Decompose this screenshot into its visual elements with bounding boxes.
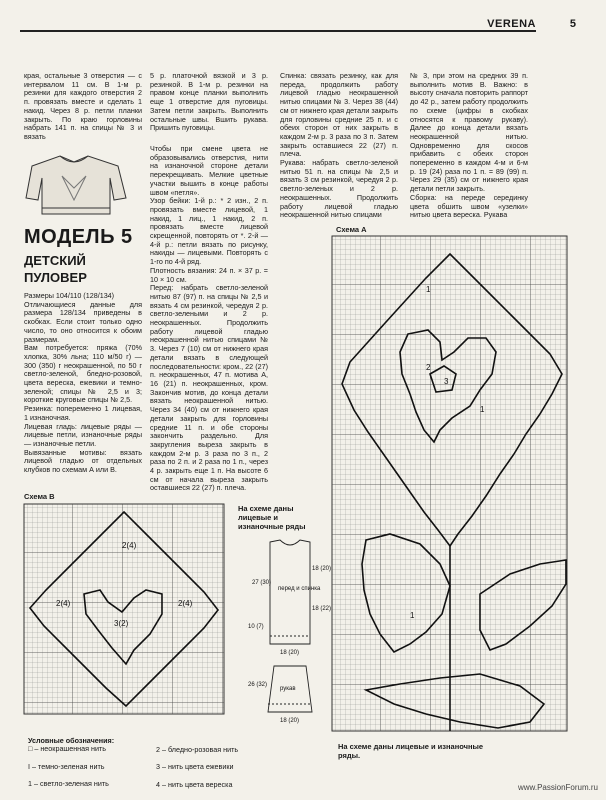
legend-item: 4 – нить цвета вереска (156, 779, 233, 789)
scheme-a-num: 3 (444, 377, 449, 386)
scheme-a-label: Схема А (336, 225, 367, 234)
scheme-a-num: 1 (426, 285, 431, 294)
page-number: 5 (569, 18, 576, 30)
scheme-b-caption: На схеме даны лицевые и изнаночные ряды (238, 504, 306, 531)
dim: 27 (30) (252, 580, 272, 586)
paragraph: Чтобы при смене цвета не образовывались отверстия, нити на изнаночной стороне детали перекрещивать. Мелкие цветные участки вышить в конце работы швом «петля». Узор бейки: 1-й р.: * 2 изн., 2 п. провязать вместе лицевой, 1 накид, 1 лиц., 1 накид, 2 п. провязать вместе лицевой скрещенной, повторять от *. 2-й — 4-й р.: петли вязать по рисунку, накиды — лицевыми. Повторять с 1-го по 4-й ряд. Плотность вязания: 24 п. × 37 р. = 10 × 10 см. Перед: набрать светло-зеленой нитью 87 (97) п. на спицы № 2,5 и вязать 4 см резинкой, чередуя 2 р. светло-зелеными и 2 р. неокрашенных. Продолжить работу лицевой гладью неокрашенной нитью спицами № 3. Через 7 (10) см от нижнего края детали вязать в следующей последовательности: кром., 22 (27) п. неокрашенных, 47 п. мотива А, 16 (21) п. неокрашенных, кром. Закончив мотив, до конца детали вязать неокрашенной нитью. Через 34 (40) см от нижнего края детали закрыть для горловины средние 11 п. и обе стороны закончить раздельно. Для закругления выреза закрыть в каждом 2-м р. 3 раза по 3 п., 2 раза по 2 п. и 2 раза по 1 п., через 4 р. закрыть еще 1 п. На высоте 6 см от начала выреза закрыть оставшиеся 22 (27) п. плеча. (150, 144, 268, 493)
paragraph: Размеры 104/110 (128/134) Отличающиеся данные для размера 128/134 приведены в скобках. Если стоит только одно число, то оно относится к обоим размерам. Вам потребуется: пряжа (70% хлопка, 30% льна; 110 м/50 г) — 300 (350) г неокрашенной, по 50 г светло-зеленой, бледно-розовой, цвета вереска, ежевики и темно-зеленой; спицы № 2,5 и 3; короткие круговые спицы № 2,5. Резинка: попеременно 1 лицевая, 1 изнаночная. Лицевая гладь: лицевые ряды — лицевые петли, изнаночные ряды — изнаночные петли. Вывязанные мотивы: вязать лицевой гладью от отдельных клубков по схемам А или В. (24, 291, 142, 475)
legend-item: 1 – светло-зеленая нить (28, 779, 109, 789)
scheme-b-num: 2(4) (122, 541, 137, 550)
scheme-a-caption: На схеме даны лицевые и изнаночные ряды. (338, 742, 484, 760)
paragraph: Спинка: связать резинку, как для переда, продолжить работу лицевой гладью неокрашенной нитью спицами № 3. Через 38 (44) см от нижнего края детали закрыть для горловины средние 25 п. и с обеих сторон от них закрыть в каждом 2-м р. 3 раза по 3 п. Затем закрыть оставшиеся 22 (27) п. плеча. Рукава: набрать светло-зеленой нитью 51 п. на спицы № 2,5 и вязать 3 см резинкой, чередуя 2 р. светло-зеленых и 2 р. неокрашенных. Продолжить работу лицевой гладью неокрашенной нитью спицами (280, 71, 398, 220)
header-rule (20, 30, 536, 32)
legend-left (28, 728, 158, 798)
legend-title: Условные обозначения: (28, 735, 115, 745)
sweater-sketch (22, 148, 132, 218)
text-column-4 (410, 72, 528, 220)
text-column-2-top (150, 72, 268, 133)
dim: 26 (32) (248, 682, 268, 688)
scheme-a-num: 1 (480, 405, 485, 414)
pattern-diagram (240, 536, 332, 726)
magazine-brand: VERENA (487, 18, 536, 30)
scheme-a-num: 1 (410, 611, 415, 620)
scheme-b-grid (22, 502, 232, 722)
dim: 10 (7) (248, 624, 264, 630)
text-column-2-main (150, 145, 268, 493)
dim: 18 (20) (280, 718, 300, 724)
dim: 18 (20) (312, 566, 332, 572)
pattern-front-label: перед и спинка (278, 586, 321, 592)
dim: 18 (20) (280, 650, 300, 656)
watermark: www.PassionForum.ru (517, 783, 598, 792)
legend-item: □ – неокрашенная нить (28, 744, 107, 754)
paragraph: 5 р. платочной вязкой и 3 р. резинкой. В 1-м р. резинки на правом конце планки выполнить еще 1 отверстие для пуговицы. Затем петли закрыть. Выполнить остальные швы. Вшить рукава. Пришить пуговицы. (150, 71, 268, 133)
pattern-sleeve-label: рукав (280, 686, 296, 692)
text-column-1-top (24, 72, 142, 142)
legend-item: 3 – нить цвета ежевики (156, 762, 234, 772)
paragraph: края, остальные 3 отверстия — с интервалом 11 см. В 1-м р. резинки для каждого отверстия 2 п. провязать вместе и сделать 1 накид. Через 8 р. петли планки закрыть. По краю горловины набрать 141 п. на спицы № 3 и вязать (24, 71, 142, 141)
legend-item: I – темно-зеленая нить (28, 761, 105, 771)
text-column-3 (280, 72, 398, 220)
paragraph: № 3, при этом на средних 39 п. выполнить мотив В. Важно: в высоту сначала повторить раппорт до 42 р., затем работу продолжить по схеме (цифры в скобках относятся к правому рукаву). Далее до конца детали вязать неокрашенной нитью. Одновременно для скосов прибавить с обеих сторон попеременно в каждом 4-м и 6-м р. 19 (24) раза по 1 п. = 89 (99) п. Через 29 (35) см от нижнего края детали петли закрыть. Сборка: на переде серединку цвета обшить швом «узелки» нитью цвета вереска. Рукава (410, 71, 528, 220)
scheme-b-label: Схема В (24, 492, 55, 501)
scheme-a-grid (330, 234, 588, 734)
legend-right (156, 737, 286, 798)
scheme-b-num: 2(4) (56, 599, 71, 608)
scheme-b-num: 2(4) (178, 599, 193, 608)
legend-item: 2 – бледно-розовая нить (156, 744, 239, 754)
model-heading: МОДЕЛЬ 5 (24, 226, 133, 248)
scheme-b-num: 3(2) (114, 619, 129, 628)
model-title: ДЕТСКИЙ ПУЛОВЕР (24, 253, 87, 285)
page-header (0, 0, 606, 40)
scheme-a-num: 2 (426, 363, 431, 372)
text-column-1-main (24, 292, 142, 475)
dim: 18 (22) (312, 606, 332, 612)
